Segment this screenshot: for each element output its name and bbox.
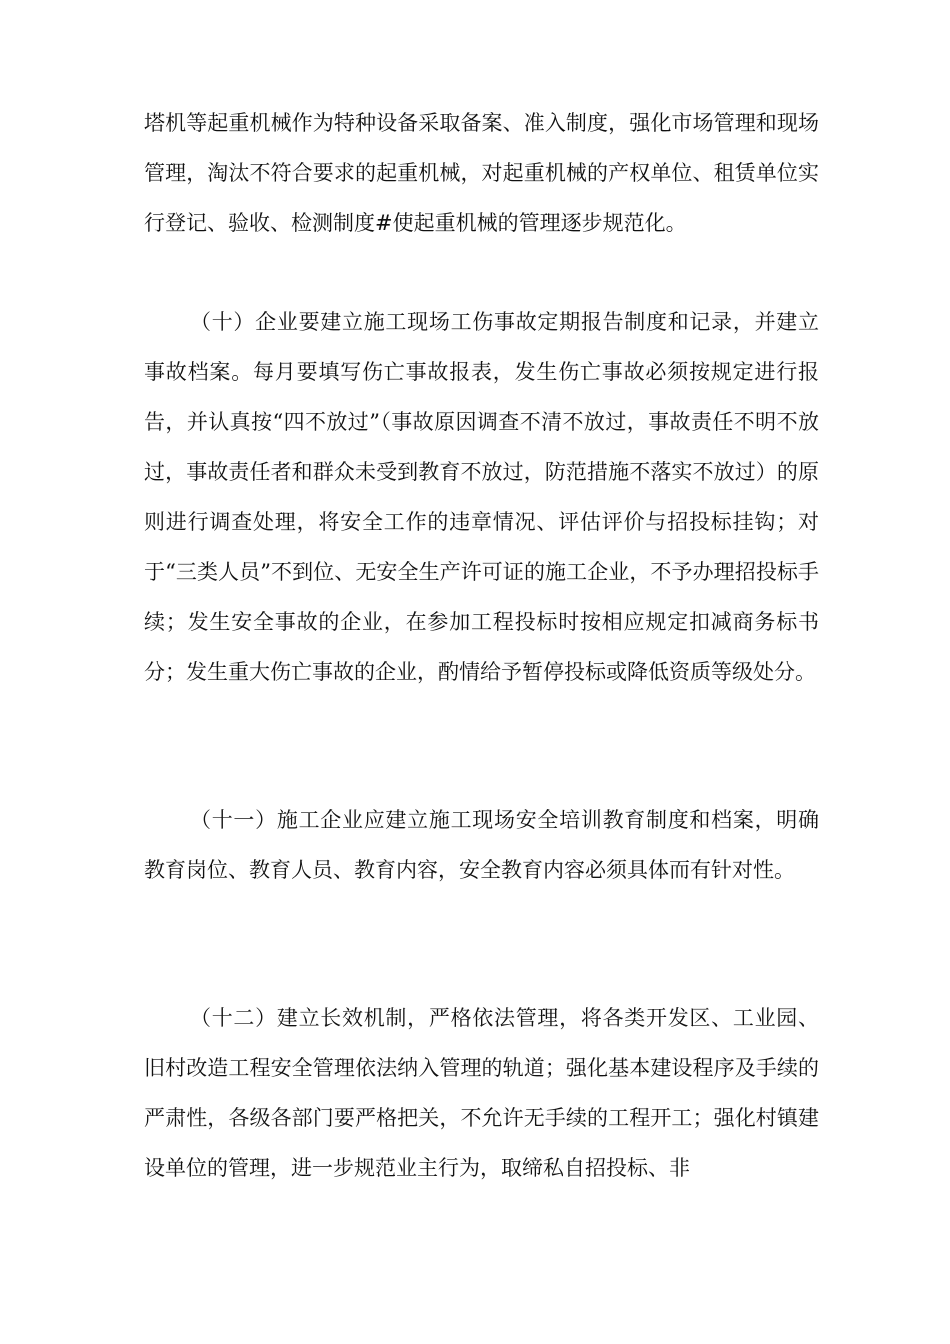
paragraph-continuation: 塔机等起重机械作为特种设备采取备案、准入制度，强化市场管理和现场管理，淘汰不符合要求的起重机械，对起重机械的产权单位、租赁单位实行登记、验收、检测制度#使起重机械的管理逐步规范化。 [144,111,819,235]
paragraph-item-10: （十）企业要建立施工现场工伤事故定期报告制度和记录，并建立事故档案。每月要填写伤亡事故报表，发生伤亡事故必须按规定进行报告，并认真按“四不放过”（事故原因调查不清不放过，事故责任不明不放过，事故责任者和群众未受到教育不放过，防范措施不落实不放过）的原则进行调查处理，将安全工作的违章情况、评估评价与招投标挂钩；对于“三类人员”不到位、无安全生产许可证的施工企业，不予办理招投标手续；发生安全事故的企业，在参加工程投标时按相应规定扣减商务标书分；发生重大伤亡事故的企业，酌情给予暂停投标或降低资质等级处分。 [144,310,819,684]
paragraph-item-11: （十一）施工企业应建立施工现场安全培训教育制度和档案，明确教育岗位、教育人员、教育内容，安全教育内容必须具体而有针对性。 [144,808,819,882]
paragraph-item-12: （十二）建立长效机制，严格依法管理，将各类开发区、工业园、旧村改造工程安全管理依法纳入管理的轨道；强化基本建设程序及手续的严肃性，各级各部门要严格把关，不允许无手续的工程开工；强化村镇建设单位的管理，进一步规范业主行为，取缔私自招投标、非 [144,1006,819,1180]
